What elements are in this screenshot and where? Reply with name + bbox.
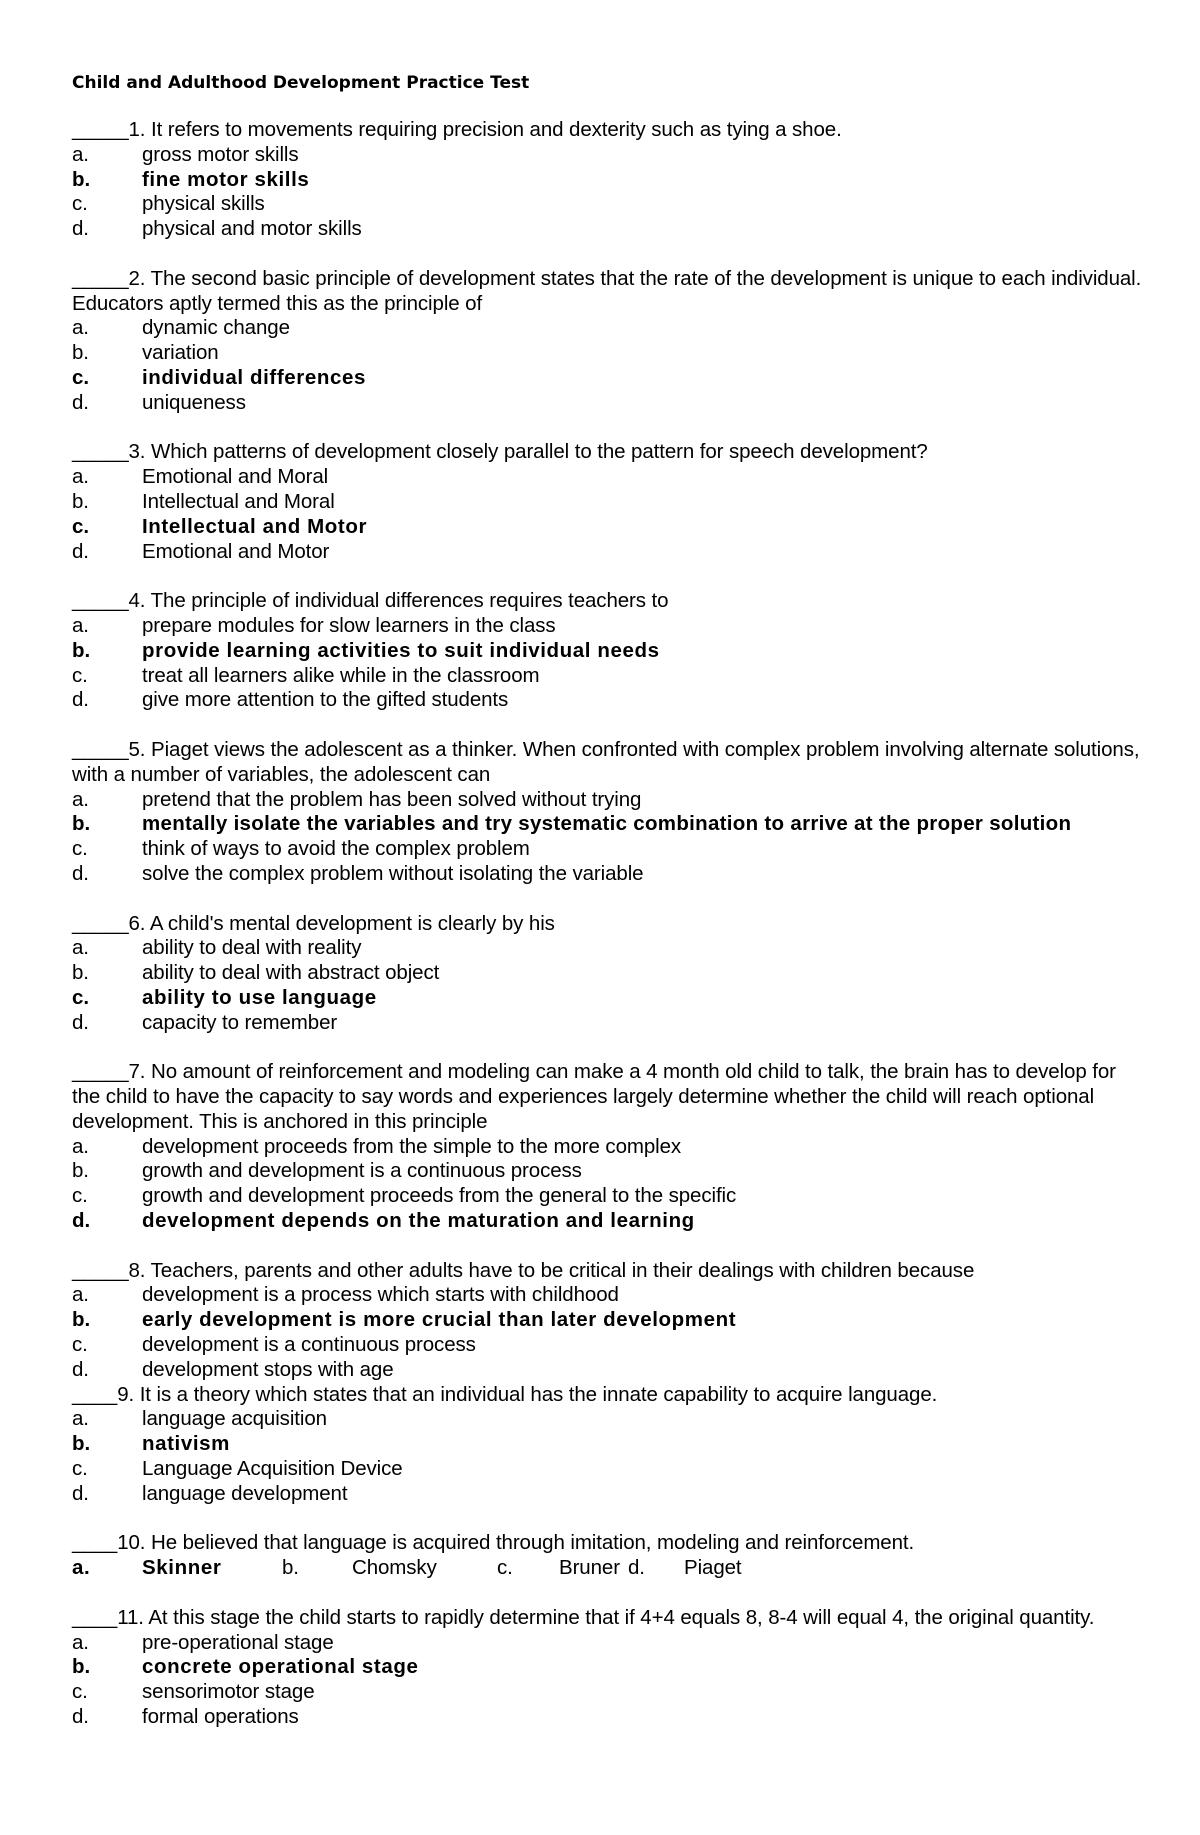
option-c [72, 192, 1142, 217]
option-d [72, 217, 1142, 242]
option-text: early development is more crucial than later development [142, 1308, 737, 1332]
option-text: Intellectual and Moral [142, 489, 335, 513]
option-letter: d. [72, 1357, 89, 1381]
option-text: ability to deal with reality [142, 936, 362, 960]
option-d [72, 391, 1142, 416]
option-b [72, 1159, 1142, 1184]
option-letter: c. [72, 837, 88, 861]
option-letter: a. [72, 787, 89, 811]
option-letter: d. [72, 539, 89, 563]
option-a [72, 143, 1142, 168]
question-stem: _____2. The second basic principle of development states that the rate of the development is unique to each individual. Educators aptly termed this as the principle of [72, 266, 1142, 315]
option-letter: c. [497, 1556, 513, 1580]
option-text: prepare modules for slow learners in the class [142, 613, 556, 637]
option-letter: b. [72, 961, 89, 985]
option-a [72, 316, 1142, 341]
option-c-correct [72, 366, 1142, 391]
option-d [72, 862, 1142, 887]
option-a [72, 465, 1142, 490]
option-c [72, 1333, 1142, 1358]
question-9 [72, 1383, 1142, 1507]
question-10 [72, 1531, 1142, 1581]
option-letter: d. [72, 1705, 89, 1728]
option-text: Language Acquisition Device [142, 1457, 403, 1481]
option-d [72, 688, 1142, 713]
question-stem: ____11. At this stage the child starts to rapidly determine that if 4+4 equals 8, 8-4 will equal 4, the original quantity. [72, 1605, 1095, 1629]
option-letter: a. [72, 1134, 89, 1158]
option-d-correct [72, 1209, 1142, 1234]
question-stem: _____3. Which patterns of development closely parallel to the pattern for speech development? [72, 440, 928, 464]
option-c [72, 1184, 1142, 1209]
option-b-correct [72, 168, 1142, 193]
option-text: physical and motor skills [142, 217, 362, 241]
option-letter: a. [72, 1556, 91, 1580]
option-letter: d. [72, 217, 89, 241]
question-11 [72, 1606, 1142, 1730]
option-text: fine motor skills [142, 167, 310, 191]
option-letter: a. [72, 613, 89, 637]
option-text: growth and development proceeds from the general to the specific [142, 1184, 737, 1208]
option-text: mentally isolate the variables and try systematic combination to arrive at the proper solution [142, 812, 1072, 836]
option-text: Piaget [684, 1556, 742, 1580]
option-d [72, 1358, 1142, 1383]
option-text: uniqueness [142, 390, 246, 414]
question-3 [72, 440, 1142, 564]
option-letter: d. [72, 390, 89, 414]
option-a [72, 1407, 1142, 1432]
option-d [72, 1482, 1142, 1507]
option-letter: a. [72, 142, 89, 166]
option-letter: a. [72, 936, 89, 960]
document-page [72, 70, 1142, 1730]
question-8 [72, 1259, 1142, 1383]
option-text: Emotional and Motor [142, 539, 330, 563]
option-text: physical skills [142, 192, 265, 216]
option-text: development proceeds from the simple to the more complex [142, 1134, 682, 1158]
option-letter: b. [72, 489, 89, 513]
option-text: pre-operational stage [142, 1630, 334, 1654]
option-c-correct [72, 986, 1142, 1011]
question-5 [72, 738, 1142, 887]
option-letter: d. [72, 861, 89, 885]
option-text: formal operations [142, 1705, 299, 1728]
option-text: language acquisition [142, 1407, 327, 1431]
option-text: nativism [142, 1432, 230, 1456]
question-stem: _____7. No amount of reinforcement and modeling can make a 4 month old child to talk, the brain has to develop for the child to have the capacity to say words and experiences largely determine whether the child will reach optional development. This is anchored in this principle [72, 1060, 1116, 1133]
option-b-correct [72, 812, 1142, 837]
option-text: pretend that the problem has been solved without trying [142, 787, 642, 811]
option-letter: a. [72, 1630, 89, 1654]
option-text: provide learning activities to suit individual needs [142, 638, 660, 662]
option-letter: c. [72, 192, 88, 216]
option-text: ability to use language [142, 985, 377, 1009]
option-letter: a. [72, 1407, 89, 1431]
question-1 [72, 118, 1142, 242]
option-text: Bruner [559, 1556, 620, 1580]
option-letter: b. [282, 1556, 299, 1580]
option-d [72, 1011, 1142, 1036]
option-letter: c. [72, 1184, 88, 1208]
option-letter: d. [72, 688, 89, 712]
document-title: Child and Adulthood Development Practice Test [72, 73, 530, 93]
option-b-correct [72, 1655, 1142, 1680]
option-text: Skinner [142, 1556, 222, 1580]
option-letter: d. [72, 1010, 89, 1034]
option-letter: b. [72, 1432, 91, 1456]
question-stem: _____6. A child's mental development is clearly by his [72, 911, 555, 935]
option-c [72, 1457, 1142, 1482]
option-text: concrete operational stage [142, 1655, 419, 1679]
option-text: Chomsky [352, 1556, 437, 1580]
question-stem: ____10. He believed that language is acquired through imitation, modeling and reinforcement. [72, 1531, 915, 1555]
question-2 [72, 267, 1142, 416]
option-a [72, 1135, 1142, 1160]
option-c [72, 837, 1142, 862]
option-a [72, 1631, 1142, 1656]
option-letter: a. [72, 1283, 89, 1307]
option-c [72, 664, 1142, 689]
question-4 [72, 589, 1142, 713]
option-text: development stops with age [142, 1357, 394, 1381]
option-text: treat all learners alike while in the classroom [142, 663, 540, 687]
question-stem: _____1. It refers to movements requiring precision and dexterity such as tying a shoe. [72, 118, 842, 141]
option-letter: c. [72, 1457, 88, 1481]
option-text: give more attention to the gifted students [142, 688, 509, 712]
option-letter: c. [72, 985, 90, 1009]
option-text: Intellectual and Motor [142, 514, 368, 538]
question-7 [72, 1060, 1142, 1234]
option-letter: c. [72, 663, 88, 687]
option-text: capacity to remember [142, 1010, 338, 1034]
option-letter: b. [72, 341, 89, 365]
option-text: development is a process which starts with childhood [142, 1283, 619, 1307]
option-b-correct [72, 639, 1142, 664]
option-d [72, 1705, 1142, 1730]
option-text: development depends on the maturation and learning [142, 1209, 695, 1233]
question-stem: _____5. Piaget views the adolescent as a thinker. When confronted with complex problem involving alternate solutions, with a number of variables, the adolescent can [72, 737, 1140, 786]
option-text: development is a continuous process [142, 1333, 476, 1357]
option-text: variation [142, 341, 219, 365]
option-letter: c. [72, 1333, 88, 1357]
question-stem: _____4. The principle of individual differences requires teachers to [72, 589, 669, 613]
option-letter: b. [72, 638, 91, 662]
option-letter: b. [72, 1655, 91, 1679]
option-a [72, 1283, 1142, 1308]
option-text: individual differences [142, 365, 366, 389]
option-text: think of ways to avoid the complex problem [142, 837, 530, 861]
option-b [72, 490, 1142, 515]
option-letter: c. [72, 1680, 88, 1704]
option-text: gross motor skills [142, 142, 299, 166]
option-b [72, 961, 1142, 986]
option-a [72, 788, 1142, 813]
option-b [72, 341, 1142, 366]
question-stem: _____8. Teachers, parents and other adults have to be critical in their dealings with children because [72, 1258, 975, 1282]
option-a [72, 614, 1142, 639]
option-letter: a. [72, 316, 89, 340]
option-letter: b. [72, 1308, 91, 1332]
option-text: dynamic change [142, 316, 290, 340]
inline-options [72, 1556, 1142, 1581]
option-text: language development [142, 1481, 348, 1505]
option-letter: d. [72, 1481, 89, 1505]
option-letter: c. [72, 365, 90, 389]
option-d [72, 540, 1142, 565]
question-stem: ____9. It is a theory which states that an individual has the innate capability to acquire language. [72, 1382, 938, 1406]
option-c-correct [72, 515, 1142, 540]
option-text: sensorimotor stage [142, 1680, 315, 1704]
option-text: solve the complex problem without isolating the variable [142, 861, 644, 885]
option-letter: d. [72, 1209, 91, 1233]
option-text: growth and development is a continuous process [142, 1159, 582, 1183]
option-letter: b. [72, 1159, 89, 1183]
option-letter: a. [72, 465, 89, 489]
option-c [72, 1680, 1142, 1705]
option-letter: b. [72, 167, 91, 191]
option-text: Emotional and Moral [142, 465, 329, 489]
question-6 [72, 912, 1142, 1036]
option-letter: d. [628, 1556, 645, 1580]
option-a [72, 936, 1142, 961]
option-text: ability to deal with abstract object [142, 961, 440, 985]
option-b-correct [72, 1432, 1142, 1457]
option-b-correct [72, 1308, 1142, 1333]
option-letter: c. [72, 514, 90, 538]
option-letter: b. [72, 812, 91, 836]
